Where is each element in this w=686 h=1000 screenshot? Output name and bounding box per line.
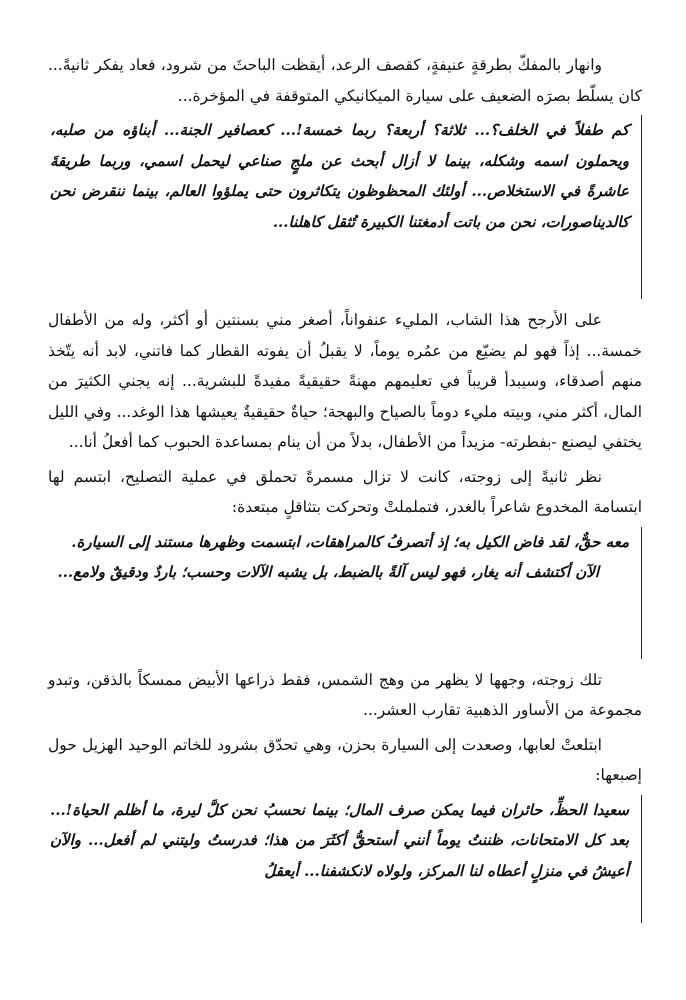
quote-text-1: كم طفلاً في الخلف؟... ثلاثة؟ أربعة؟ ربما خمسة!... كعصافير الجنة... أبناؤه من صلبه، ويحملون اسمه وشكله، بينما لا أزال أبحث عن ملجٍ صناعي ليحمل اسمي، وربما طريقةَ عاشرةً في الاستخلاص... أولئك المحظوظون يتكاثرون حتى يملؤوا العالم، بينما ننقرض نحن كالديناصورات، نحن من باتت أدمغتنا الكبيرة تُثقل كاهلنا... [50, 121, 629, 231]
document-page [48, 50, 642, 929]
paragraph-5: ابتلعتْ لعابها، وصعدت إلى السيارة بحزن، وهي تحدّق بشرود للخاتم الوحيد الهزيل حول إصبعها: [48, 735, 642, 784]
paragraph-4: تلك زوجته، وجهها لا يظهر من وهج الشمس، فقط ذراعها الأبيض ممسكاً بالذقن، وتبدو مجموعة من الأساور الذهبية تقارب العشر... [48, 670, 642, 719]
quote-text-2b: الآن أكتشف أنه يغار، فهو ليس آلةً بالضبط، بل يشبه الآلات وحسب؛ باردٌ ودقيقٌ ولامع... [57, 563, 599, 581]
quote-text-2a: معه حقٌّ، لقد فاض الكيل به؛ إذ أتصرفُ كالمراهقات، ابتسمت وظهرها مستند إلى السيارة. [71, 532, 629, 551]
quote-block-2 [50, 527, 642, 659]
quote-text-3: سعيدا الحظِّ، حائران فيما يمكن صرف المال؛ بينما نحسبُ نحن كلَّ ليرة، ما أظلم الحياة!... بعد كل الامتحانات، ظننتُ يوماً أنني أستحقُّ أكثَرَ من هذا؛ فدرستُ وليتني لم أفعل... والآن أعيشُ في منزلٍ أعطاه لنا المركز، ولولاه لانكشفنا... أيعقلُ [50, 800, 629, 880]
quote-block-1 [50, 115, 642, 299]
paragraph-1: وانهار بالمفكّ بطرقةٍ عنيفةٍ، كقصف الرعد، أيقظت الباحثَ من شرود، فعاد يفكر ثانيةً... كان يسلّط بصرَه الضعيف على سيارة الميكانيكي المتوقفة في المؤخرة... [48, 56, 642, 105]
paragraph-2: على الأرجح هذا الشاب، المليء عنفواناً، أصغر مني بسنتين أو أكثر، وله من الأطفال خمسة... إذاً فهو لم يضيّع من عمُره يوماً، لا يقبلُ أن يفوته القطار كما فاتني، لابد أنه يتّخذ منهم أصدقاء، وسيبدأ قريباً في تعليمهم مهنةً حقيقيةً مفيدةً للبشرية... إنه يجني الكثيرَ من المال، أكثر مني، وبيته مليء دوماً بالصياح والبهجة؛ حياةٌ حقيقيةٌ يعيشها هذا الوغد... وفي الليل يختفي ليصنع -بفطرته- مزيداً من الأطفال، بدلاً من أن ينام بمساعدة الحبوب كما أفعلُ أنا... [48, 311, 642, 451]
paragraph-3: نظر ثانيةً إلى زوجته، كانت لا تزال مسمرةً تحملق في عملية التصليح، ابتسم لها ابتسامة المخدوع شاعراً بالغدر، فتململتْ وتحركت بتثاقلٍ مبتعدة: [48, 467, 642, 516]
quote-block-3 [50, 795, 642, 923]
